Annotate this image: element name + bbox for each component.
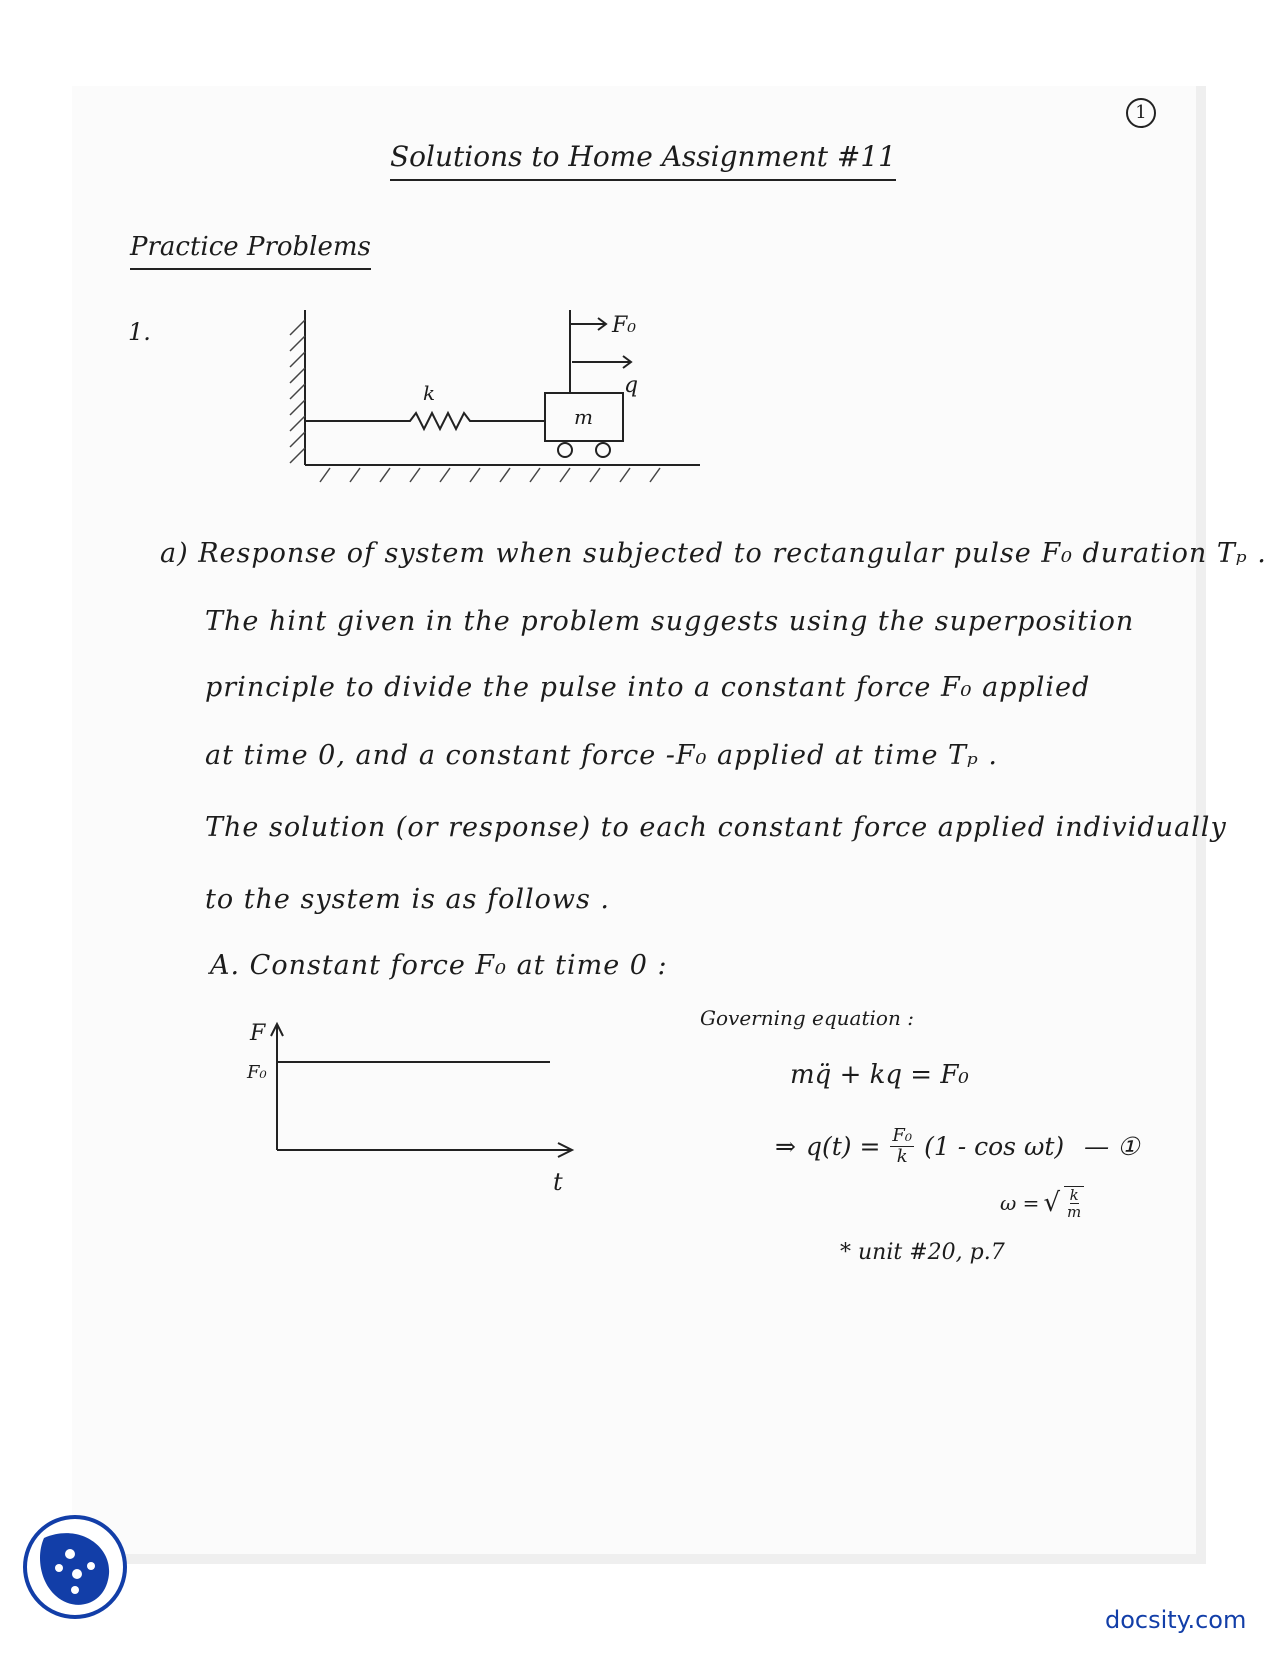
page-number: 1 bbox=[1126, 98, 1156, 128]
part-a-line-4: at time 0, and a constant force -F₀ applied at time Tₚ . bbox=[205, 740, 998, 771]
section-heading: Practice Problems bbox=[130, 232, 371, 270]
sqrt-symbol: √ bbox=[1043, 1188, 1061, 1218]
implies-arrow: ⇒ bbox=[775, 1132, 796, 1161]
graph-level-label: F₀ bbox=[247, 1062, 267, 1083]
displacement-label: q bbox=[624, 373, 639, 398]
fraction-denominator: k bbox=[896, 1146, 908, 1167]
ground-hatching bbox=[320, 468, 660, 482]
equation-tag: — ① bbox=[1084, 1132, 1140, 1161]
omega-denominator: m bbox=[1067, 1203, 1082, 1221]
graph-y-label: F bbox=[250, 1021, 266, 1046]
wheel-left bbox=[558, 443, 572, 457]
omega-numerator: k bbox=[1069, 1186, 1079, 1204]
spring-label: k bbox=[423, 381, 436, 405]
page-title: Solutions to Home Assignment #11 bbox=[390, 140, 896, 181]
docsity-logo-icon bbox=[22, 1514, 128, 1620]
governing-equation-heading: Governing equation : bbox=[700, 1006, 914, 1030]
wheel-right bbox=[596, 443, 610, 457]
response-lhs: q(t) = bbox=[805, 1132, 881, 1161]
wall-hatching bbox=[290, 320, 305, 463]
response-equation bbox=[775, 1126, 1140, 1167]
problem-number: 1. bbox=[128, 318, 151, 346]
omega-definition bbox=[1000, 1186, 1084, 1220]
mass-label: m bbox=[574, 405, 593, 429]
omega-lhs: ω = bbox=[1000, 1191, 1040, 1215]
part-a-line-2: The hint given in the problem suggests using the superposition bbox=[205, 606, 1135, 637]
part-a-line-6: to the system is as follows . bbox=[205, 884, 610, 915]
force-label: F₀ bbox=[612, 313, 637, 338]
omega-fraction bbox=[1064, 1186, 1084, 1220]
step-force-graph bbox=[245, 1010, 605, 1200]
part-a-line-1: a) Response of system when subjected to rectangular pulse F₀ duration Tₚ . bbox=[160, 538, 1267, 569]
fraction-numerator: F₀ bbox=[892, 1125, 913, 1146]
docsity-brand-link[interactable]: docsity.com bbox=[1105, 1606, 1247, 1634]
reference-note: * unit #20, p.7 bbox=[840, 1240, 1005, 1265]
governing-equation: mq̈ + kq = F₀ bbox=[790, 1060, 969, 1090]
response-fraction bbox=[890, 1126, 914, 1167]
spring-mass-diagram bbox=[260, 300, 720, 510]
response-rhs: (1 - cos ωt) bbox=[924, 1132, 1065, 1161]
spring bbox=[305, 413, 545, 429]
case-a-heading: A. Constant force F₀ at time 0 : bbox=[210, 950, 668, 981]
part-a-line-3: principle to divide the pulse into a constant force F₀ applied bbox=[205, 672, 1091, 703]
graph-x-label: t bbox=[553, 1168, 563, 1196]
part-a-line-5: The solution (or response) to each constant force applied individually bbox=[205, 812, 1227, 843]
